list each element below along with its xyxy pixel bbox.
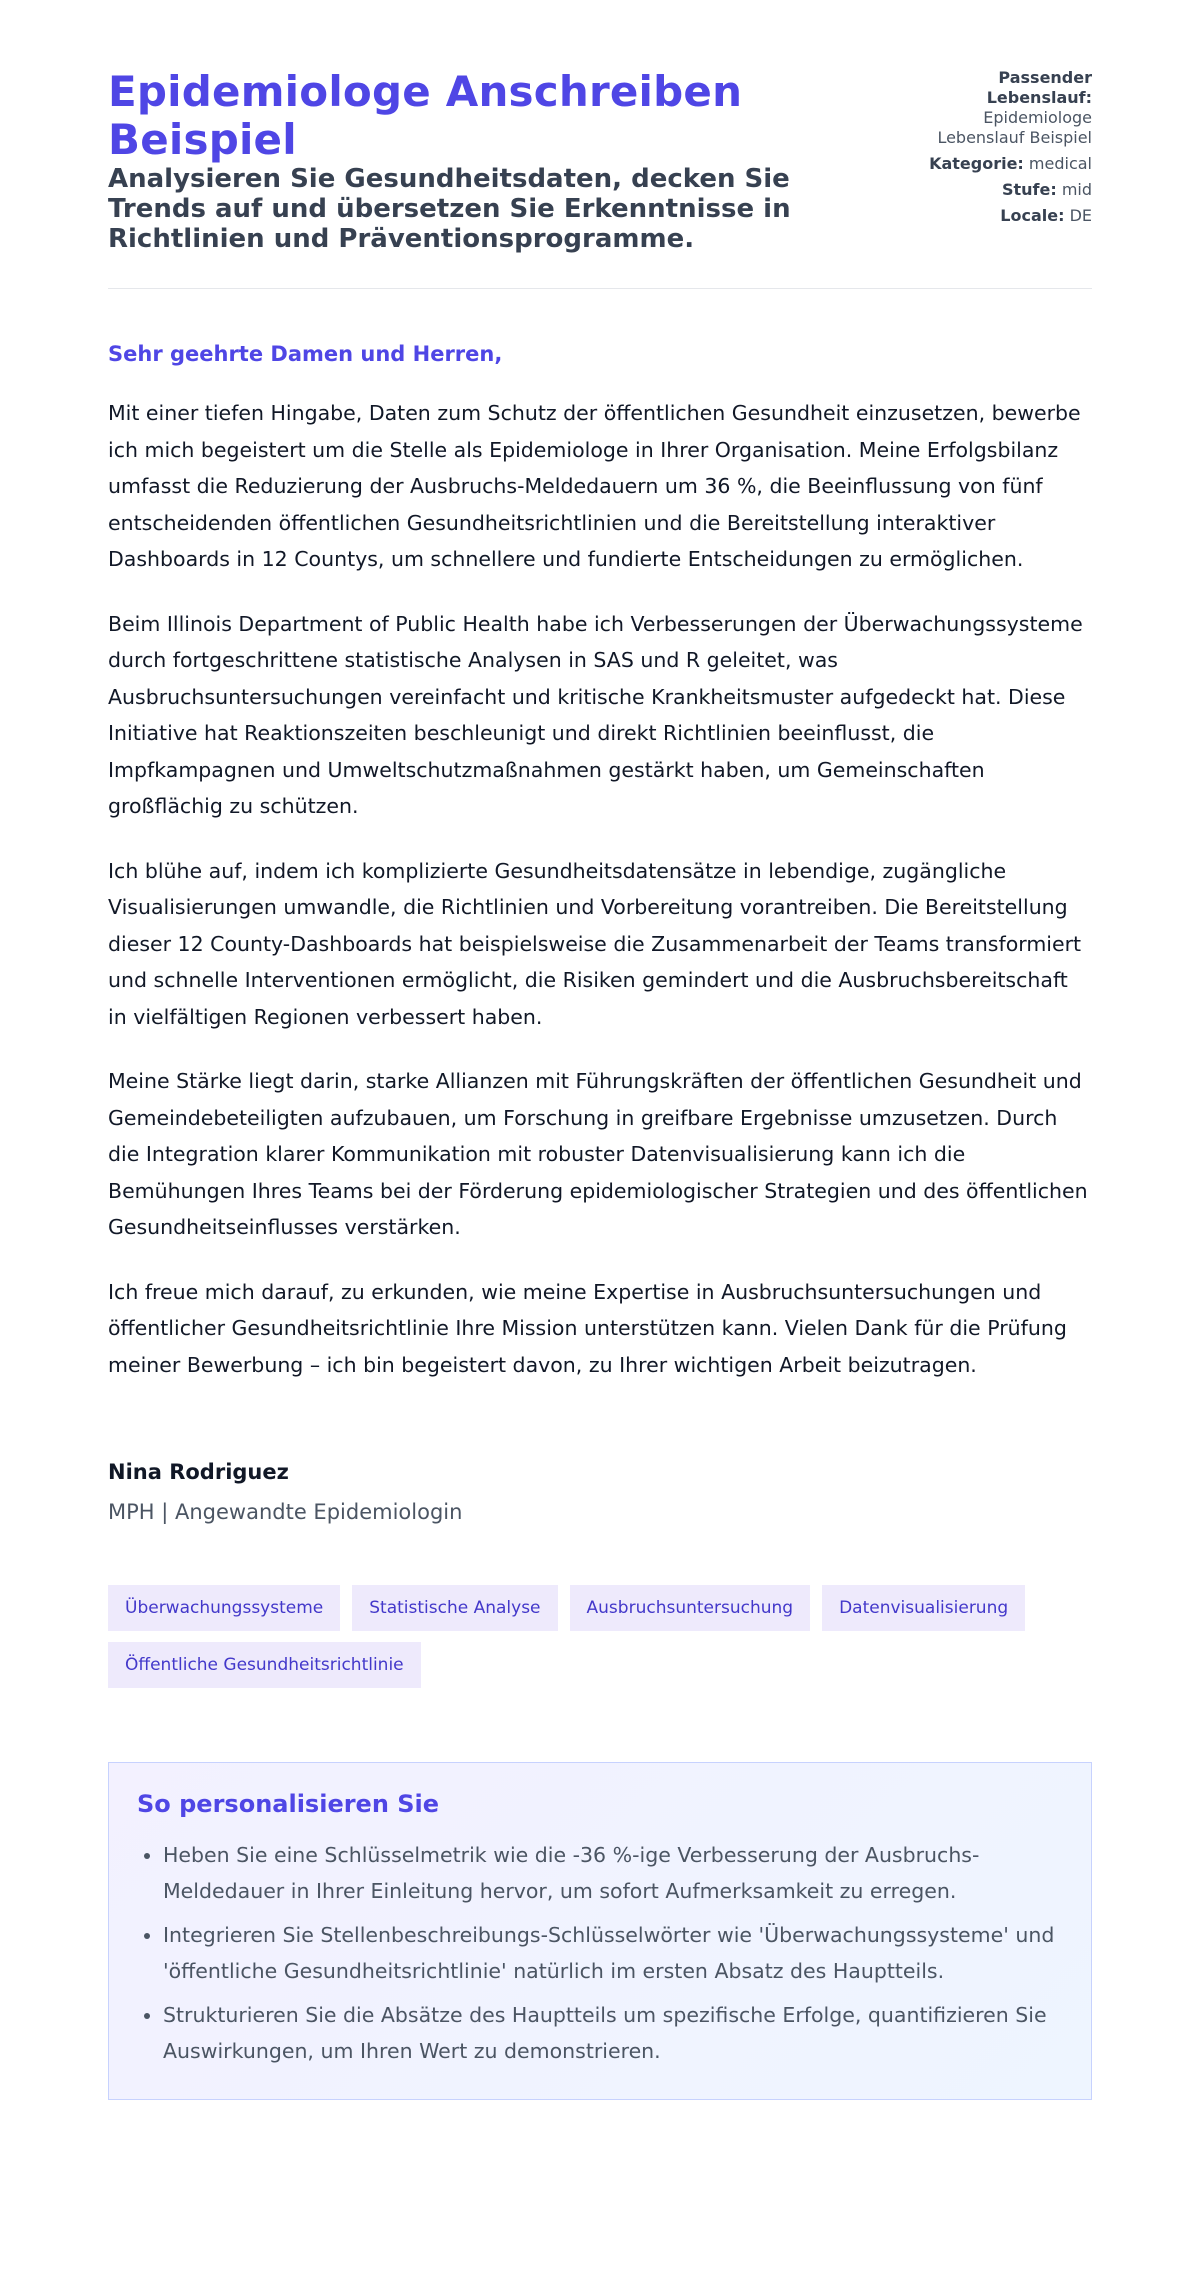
keyword-tag: Statistische Analyse [352, 1585, 557, 1631]
keyword-tag: Datenvisualisierung [822, 1585, 1025, 1631]
signature-title: MPH | Angewandte Epidemiologin [108, 1500, 463, 1524]
meta-category-label: Kategorie: [929, 154, 1024, 173]
meta-resume [892, 68, 1092, 148]
title-block [108, 68, 828, 254]
tip-item: • Integrieren Sie Stellenbeschreibungs-Schlüsselwörter wie 'Überwachungssysteme' und 'öffentliche Gesundheitsrichtlinie' natürlich im ersten Absatz des Hauptteils. [163, 1917, 1063, 1989]
tip-item: • Strukturieren Sie die Absätze des Hauptteils um spezifische Erfolge, quantifizieren Sie Auswirkungen, um Ihren Wert zu demonstrieren. [163, 1997, 1063, 2069]
meta-level-label: Stufe: [1001, 180, 1057, 199]
tip-item: • Heben Sie eine Schlüsselmetrik wie die -36 %-ige Verbesserung der Ausbruchs-Meldedauer in Ihrer Einleitung hervor, um sofort Aufmerksamkeit zu erregen. [163, 1837, 1063, 1909]
page-title: Epidemiologe Anschreiben Beispiel [108, 67, 743, 164]
meta-category [892, 154, 1092, 174]
letter-paragraph: Meine Stärke liegt darin, starke Allianzen mit Führungskräften der öffentlichen Gesundheit und Gemeindebeteiligten aufzubauen, um Forschung in greifbare Ergebnisse umzusetzen. Durch die Integration klarer Kommunikation mit robuster Datenvisualisierung kann ich die Bemühungen Ihres Teams bei der Förderung epidemiologischer Strategien und des öffentlichen Gesundheitseinflusses verstärken. [108, 1069, 1088, 1239]
meta-resume-value[interactable]: Epidemiologe Lebenslauf Beispiel [937, 108, 1092, 147]
header-divider [108, 288, 1092, 289]
letter-paragraph: Beim Illinois Department of Public Health habe ich Verbesserungen der Überwachungssysteme durch fortgeschrittene statistische Analysen in SAS und R geleitet, was Ausbruchsuntersuchungen vereinfacht und kritische Krankheitsmuster aufgedeckt hat. Diese Initiative hat Reaktionszeiten beschleunigt und direkt Richtlinien beeinflusst, die Impfkampagnen und Umweltschutzmaßnahmen gestärkt haben, um Gemeinschaften großflächig zu schützen. [108, 611, 1083, 818]
meta-level [892, 180, 1092, 200]
meta-resume-label: Passender Lebenslauf: [986, 68, 1092, 107]
keyword-tags [108, 1585, 1108, 1688]
letter-paragraph: Ich freue mich darauf, zu erkunden, wie meine Expertise in Ausbruchsuntersuchungen und öffentlicher Gesundheitsrichtlinie Ihre Mission unterstützen kann. Vielen Dank für die Prüfung meiner Bewerbung – ich bin begeistert davon, zu Ihrer wichtigen Arbeit beizutragen. [108, 1279, 1067, 1377]
keyword-tag: Öffentliche Gesundheitsrichtlinie [108, 1642, 421, 1688]
meta-level-value: mid [1061, 180, 1092, 199]
meta-category-value: medical [1028, 154, 1092, 173]
salutation: Sehr geehrte Damen und Herren, [108, 342, 503, 366]
meta-info [892, 68, 1092, 232]
letter-body [108, 341, 1092, 1383]
tips-list [137, 1837, 1063, 2069]
signature-block [108, 1459, 1092, 1525]
keyword-tag: Überwachungssysteme [108, 1585, 340, 1631]
keyword-tag: Ausbruchsuntersuchung [570, 1585, 811, 1631]
letter-paragraph: Mit einer tiefen Hingabe, Daten zum Schutz der öffentlichen Gesundheit einzusetzen, bewerbe ich mich begeistert um die Stelle als Epidemiologe in Ihrer Organisation. Meine Erfolgsbilanz umfasst die Reduzierung der Ausbruchs-Meldedauern um 36 %, die Beeinflussung von fünf entscheidenden öffentlichen Gesundheitsrichtlinien und die Bereitstellung interaktiver Dashboards in 12 Countys, um schnellere und fundierte Entscheidungen zu ermöglichen. [108, 401, 1081, 571]
personalization-tips [108, 1762, 1092, 2100]
meta-locale-value: DE [1069, 206, 1092, 225]
letter-paragraph: Ich blühe auf, indem ich komplizierte Gesundheitsdatensätze in lebendige, zugängliche Visualisierungen umwandle, die Richtlinien und Vorbereitung vorantreiben. Die Bereitstellung dieser 12 County-Dashboards hat beispielsweise die Zusammenarbeit der Teams transformiert und schnelle Interventionen ermöglicht, die Risiken gemindert und die Ausbruchsbereitschaft in vielfältigen Regionen verbessert haben. [108, 858, 1082, 1029]
meta-locale-label: Locale: [1000, 206, 1065, 225]
page-subtitle: Analysieren Sie Gesundheitsdaten, decken Sie Trends auf und übersetzen Sie Erkenntnisse in Richtlinien und Präventionsprogramme. [108, 164, 791, 254]
meta-locale [892, 206, 1092, 226]
signature-name: Nina Rodriguez [108, 1460, 289, 1484]
tips-title: So personalisieren Sie [137, 1790, 440, 1818]
page-header [108, 68, 1092, 254]
